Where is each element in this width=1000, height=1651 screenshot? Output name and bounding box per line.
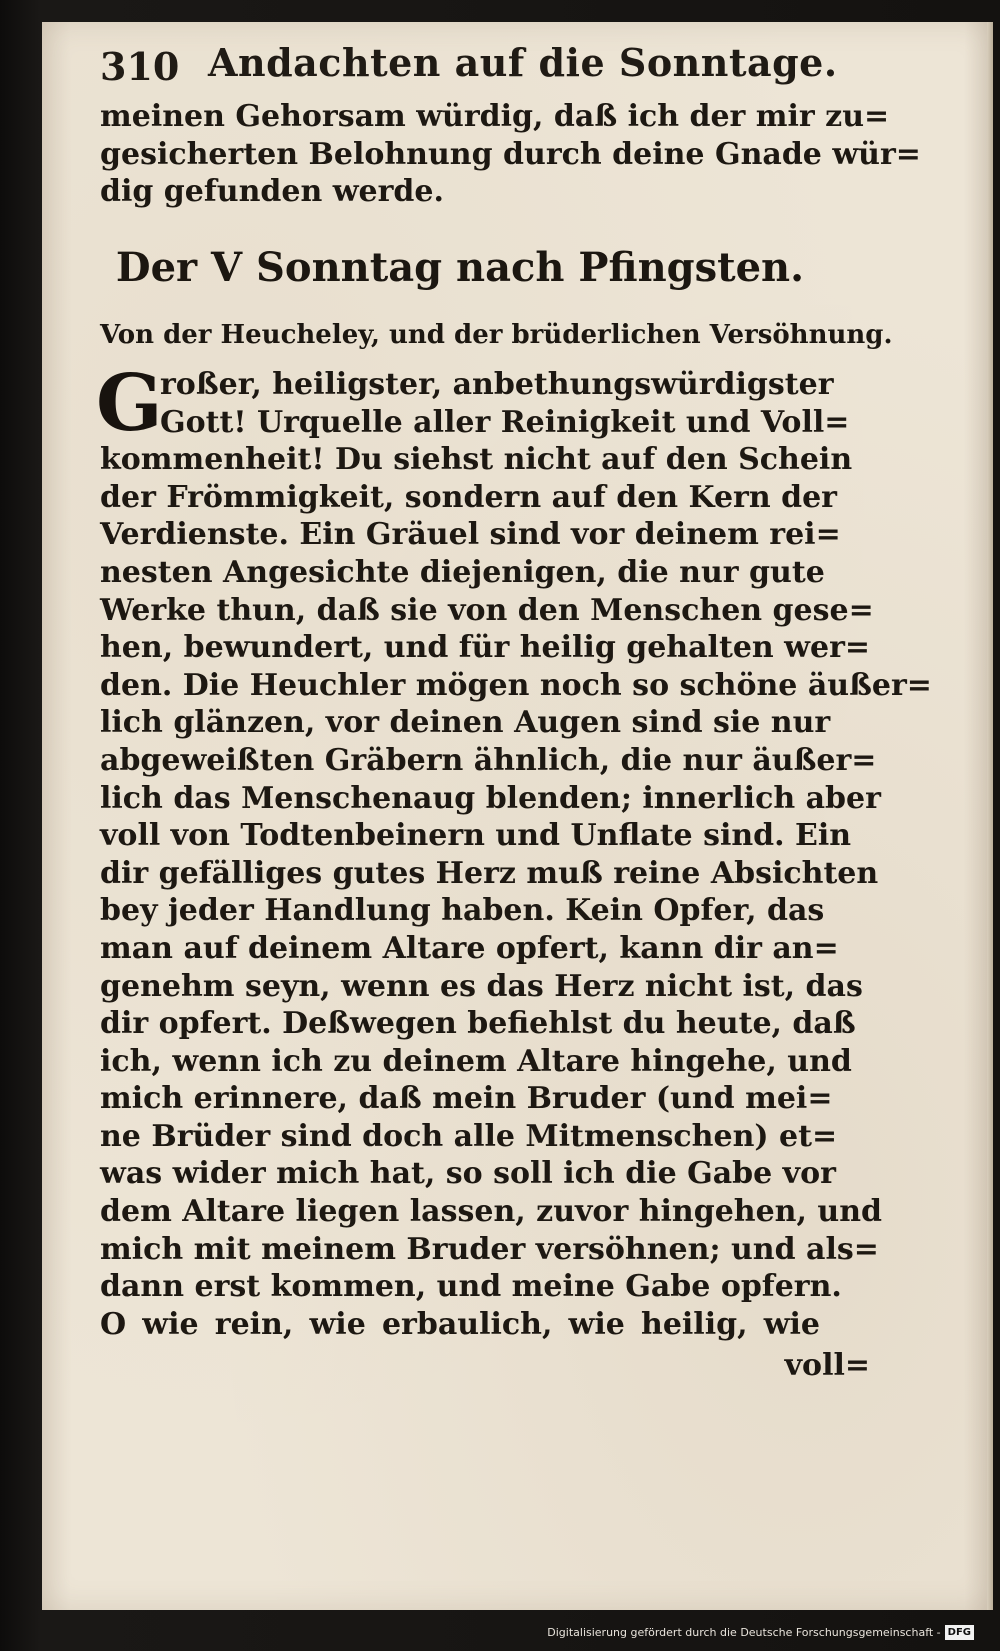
text-line: dig gefunden werde. xyxy=(100,174,444,210)
running-head xyxy=(100,40,838,92)
text-line: O wie rein, wie erbaulich, wie heilig, wie xyxy=(100,1306,820,1342)
page-number: 310 xyxy=(100,44,180,89)
text-line: Werke thun, daß sie von den Menschen gese= xyxy=(100,592,874,628)
dfg-logo: DFG xyxy=(945,1625,974,1640)
text-line: lich glänzen, vor deinen Augen sind sie nur xyxy=(100,705,831,741)
text-line: nesten Angesichte diejenigen, die nur gute xyxy=(100,554,825,590)
text-line: lich das Menschenaug blenden; innerlich aber xyxy=(100,780,881,816)
drop-cap: G xyxy=(96,358,163,449)
text-line: dir gefälliges gutes Herz muß reine Absichten xyxy=(100,855,879,891)
text-line: bey jeder Handlung haben. Kein Opfer, das xyxy=(100,893,825,929)
text-line: Verdienste. Ein Gräuel sind vor deinem rei= xyxy=(100,517,841,553)
text-line: dir opfert. Deßwegen befiehlst du heute, daß xyxy=(100,1006,856,1042)
text-line: mich erinnere, daß mein Bruder (und mei= xyxy=(100,1081,833,1117)
prayer-paragraph xyxy=(96,358,932,1343)
text-line: dem Altare liegen lassen, zuvor hingehen, und xyxy=(100,1194,882,1230)
text-line: kommenheit! Du siehst nicht auf den Schein xyxy=(100,442,853,478)
text-line: mich mit meinem Bruder versöhnen; und als= xyxy=(100,1231,879,1267)
text-line: voll von Todtenbeinern und Unflate sind. Ein xyxy=(100,818,852,854)
text-line: ne Brüder sind doch alle Mitmenschen) et= xyxy=(100,1118,838,1154)
page-edge xyxy=(987,22,993,1610)
credit-text: Digitalisierung gefördert durch die Deutsche Forschungsgemeinschaft - xyxy=(547,1625,941,1639)
section-subtitle: Von der Heucheley, und der brüderlichen Versöhnung. xyxy=(100,320,893,350)
text-line: gesicherten Belohnung durch deine Gnade wür= xyxy=(100,136,921,172)
intro-paragraph xyxy=(100,98,921,211)
text-line: Gott! Urquelle aller Reinigkeit und Voll= xyxy=(160,404,850,440)
catchword: voll= xyxy=(784,1348,870,1383)
section-title: Der V Sonntag nach Pfingsten. xyxy=(115,244,805,291)
text-line: was wider mich hat, so soll ich die Gabe vor xyxy=(100,1156,836,1192)
digitization-credit xyxy=(547,1623,974,1641)
text-line: der Frömmigkeit, sondern auf den Kern der xyxy=(100,479,837,515)
text-line: roßer, heiligster, anbethungswürdigster xyxy=(160,367,834,402)
text-line: dann erst kommen, und meine Gabe opfern. xyxy=(100,1269,842,1305)
text-line: man auf deinem Altare opfert, kann dir an= xyxy=(100,930,839,966)
text-line: den. Die Heuchler mögen noch so schöne äußer= xyxy=(100,667,932,703)
text-line: abgeweißten Gräbern ähnlich, die nur äußer= xyxy=(100,742,877,778)
text-line: ich, wenn ich zu deinem Altare hingehe, und xyxy=(100,1043,852,1079)
text-line: meinen Gehorsam würdig, daß ich der mir zu= xyxy=(100,99,890,134)
text-line: genehm seyn, wenn es das Herz nicht ist, das xyxy=(100,968,863,1004)
text-line: hen, bewundert, und für heilig gehalten wer= xyxy=(100,630,871,666)
running-title: Andachten auf die Sonntage. xyxy=(208,40,838,85)
